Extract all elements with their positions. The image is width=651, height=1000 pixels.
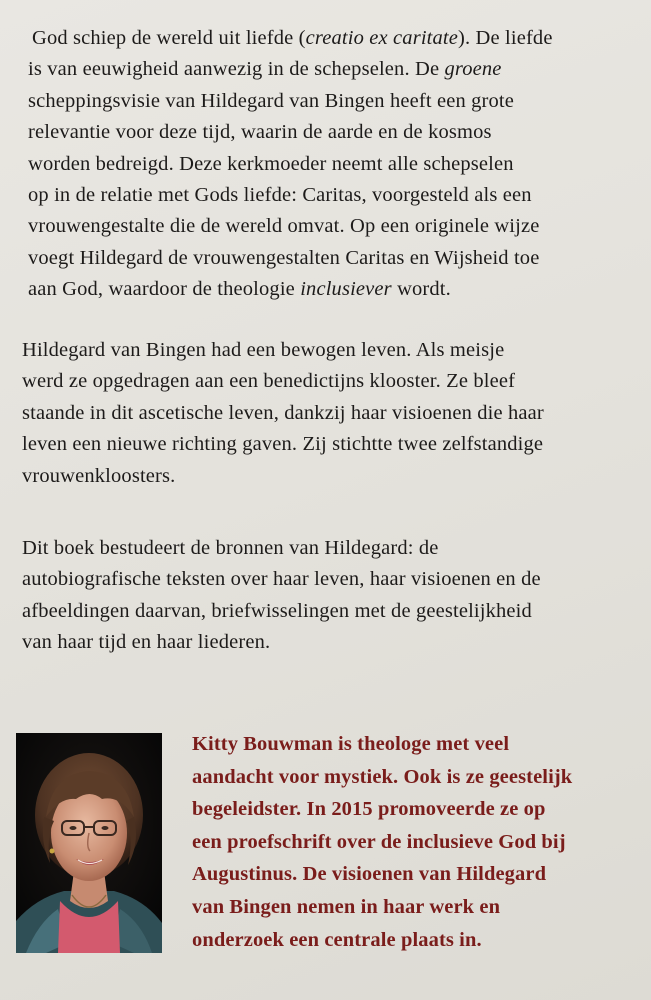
text-line: vrouwenkloosters. [22, 464, 176, 487]
text-line: worden bedreigd. Deze kerkmoeder neemt alle schepselen [28, 152, 514, 175]
text-line: relevantie voor deze tijd, waarin de aarde en de kosmos [28, 121, 492, 144]
bio-line: van Bingen nemen in haar werk en [192, 895, 501, 918]
italic-term: creatio ex caritate [305, 27, 459, 49]
bio-line: aandacht voor mystiek. Ook is ze geestelijk [192, 765, 573, 788]
text-line: aan God, waardoor de theologie inclusiever wordt. [28, 278, 451, 301]
text-line: vrouwengestalte die de wereld omvat. Op een originele wijze [28, 215, 540, 238]
text-line: Dit boek bestudeert de bronnen van Hildegard: de [22, 537, 439, 559]
text-line: op in de relatie met Gods liefde: Caritas, voorgesteld als een [28, 184, 532, 207]
text-line: afbeeldingen daarvan, briefwisselingen met de geestelijkheid [22, 599, 532, 622]
text-line: werd ze opgedragen aan een benedictijns klooster. Ze bleef [22, 370, 516, 393]
author-photo [16, 733, 162, 953]
text-line: scheppingsvisie van Hildegard van Bingen heeft een grote [28, 89, 515, 112]
text-line: is van eeuwigheid aanwezig in de schepselen. De groene [28, 58, 502, 81]
text-line: autobiografische teksten over haar leven, haar visioenen en de [22, 568, 541, 591]
text-line: van haar tijd en haar liederen. [22, 631, 271, 654]
bio-line: Kitty Bouwman is theologe met veel [192, 733, 510, 755]
author-bio [192, 728, 632, 956]
text-line: God schiep de wereld uit liefde (creatio ex caritate). De liefde [32, 27, 553, 49]
bio-line: begeleidster. In 2015 promoveerde ze op [192, 798, 546, 821]
bio-line: onderzoek een centrale plaats in. [192, 928, 482, 951]
text-line: leven een nieuwe richting gaven. Zij stichtte twee zelfstandige [22, 433, 544, 456]
italic-term: inclusiever [300, 278, 392, 301]
bio-line: Augustinus. De visioenen van Hildegard [192, 863, 547, 886]
bio-line: een proefschrift over de inclusieve God bij [192, 830, 566, 853]
description-paragraph-1 [28, 23, 647, 306]
text-line: Hildegard van Bingen had een bewogen leven. Als meisje [22, 339, 505, 361]
description-paragraph-2 [22, 335, 637, 492]
italic-term: groene [444, 58, 502, 81]
text-line: voegt Hildegard de vrouwengestalten Caritas en Wijsheid toe [28, 246, 540, 269]
text-line: staande in dit ascetische leven, dankzij haar visioenen die haar [22, 401, 544, 424]
description-paragraph-3 [22, 533, 637, 659]
